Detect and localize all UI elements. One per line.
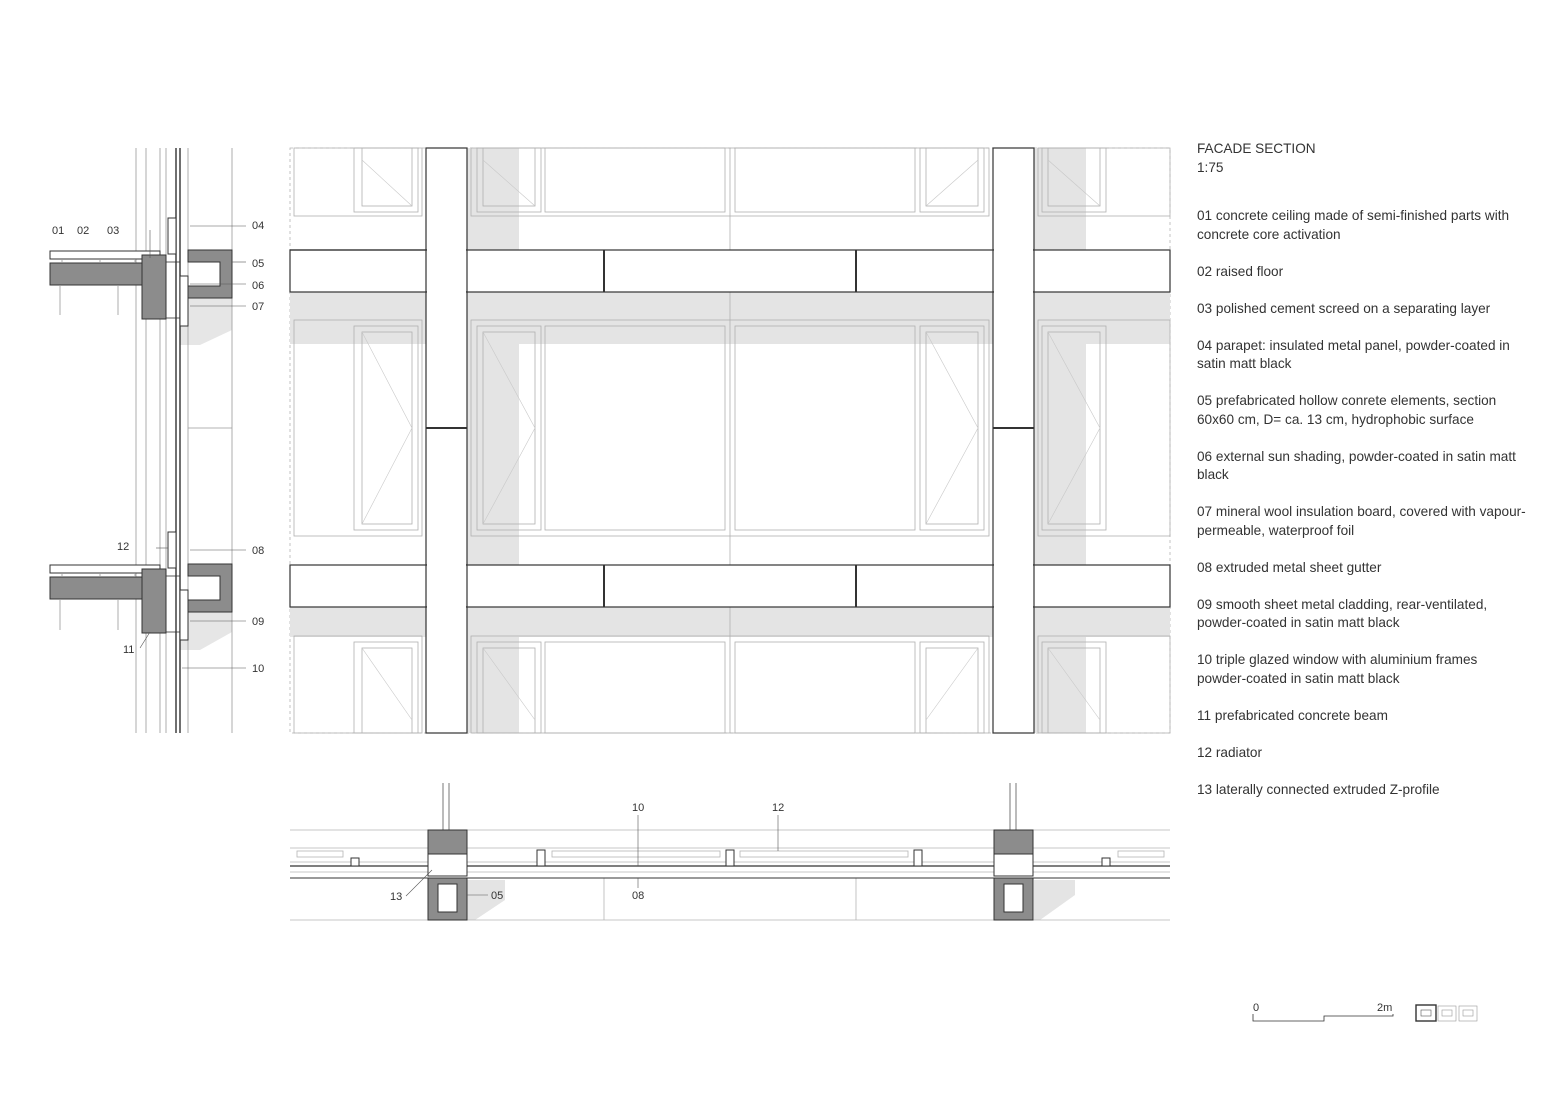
legend-item-03: 03 polished cement screed on a separating layer bbox=[1197, 300, 1491, 316]
callout-01: 01 bbox=[52, 225, 65, 237]
plan-shadow-right bbox=[1034, 880, 1075, 920]
plan-column-left bbox=[428, 783, 467, 920]
scale-bar-start: 0 bbox=[1253, 1002, 1260, 1014]
callout-02: 02 bbox=[77, 225, 90, 237]
plan-callout-05: 05 bbox=[491, 890, 504, 902]
legend-item-08: 08 extruded metal sheet gutter bbox=[1197, 559, 1382, 575]
legend-panel bbox=[1197, 140, 1527, 818]
elevation-view bbox=[290, 148, 1170, 733]
scale-bar bbox=[1253, 1002, 1393, 1021]
legend-item-07: 07 mineral wool insulation board, covered with vapour-permeable, waterproof foil bbox=[1197, 504, 1526, 538]
plan-callout-10: 10 bbox=[632, 802, 645, 814]
callout-10: 10 bbox=[252, 663, 265, 675]
callout-11: 11 bbox=[123, 644, 135, 656]
callout-05: 05 bbox=[252, 258, 265, 270]
section-glazing-lines bbox=[176, 148, 180, 733]
plan-callout-12: 12 bbox=[772, 802, 785, 814]
callout-03: 03 bbox=[107, 225, 120, 237]
legend-item-06: 06 external sun shading, powder-coated in satin matt black bbox=[1197, 448, 1516, 482]
drawing-scale: 1:75 bbox=[1197, 159, 1224, 175]
legend-item-11: 11 prefabricated concrete beam bbox=[1197, 707, 1388, 723]
vertical-section bbox=[50, 148, 264, 733]
legend-item-05: 05 prefabricated hollow conrete elements, section 60x60 cm, D= ca. 13 cm, hydrophobic surface bbox=[1197, 393, 1497, 427]
callout-04: 04 bbox=[252, 220, 265, 232]
legend-item-10: 10 triple glazed window with aluminium frames powder-coated in satin matt black bbox=[1197, 652, 1478, 686]
legend-item-02: 02 raised floor bbox=[1197, 263, 1284, 279]
callout-08: 08 bbox=[252, 545, 265, 557]
callout-09: 09 bbox=[252, 616, 265, 628]
sheet-key bbox=[1416, 1005, 1477, 1021]
legend-item-12: 12 radiator bbox=[1197, 744, 1262, 760]
legend-item-04: 04 parapet: insulated metal panel, powder-coated in satin matt black bbox=[1197, 337, 1510, 371]
legend-item-01: 01 concrete ceiling made of semi-finished parts with concrete core activation bbox=[1197, 208, 1510, 242]
legend-item-09: 09 smooth sheet metal cladding, rear-ventilated, powder-coated in satin matt black bbox=[1197, 596, 1488, 630]
plan-column-right bbox=[994, 783, 1033, 920]
callout-12: 12 bbox=[117, 541, 130, 553]
drawing-title: FACADE SECTION bbox=[1197, 141, 1316, 156]
plan-callout-13: 13 bbox=[390, 891, 403, 903]
callout-06: 06 bbox=[252, 280, 265, 292]
legend-item-13: 13 laterally connected extruded Z-profile bbox=[1197, 781, 1440, 797]
plan-callout-08: 08 bbox=[632, 890, 645, 902]
scale-bar-end: 2m bbox=[1377, 1002, 1393, 1014]
callout-07: 07 bbox=[252, 301, 265, 313]
plan-section bbox=[290, 783, 1170, 920]
legend-list bbox=[1197, 207, 1527, 799]
